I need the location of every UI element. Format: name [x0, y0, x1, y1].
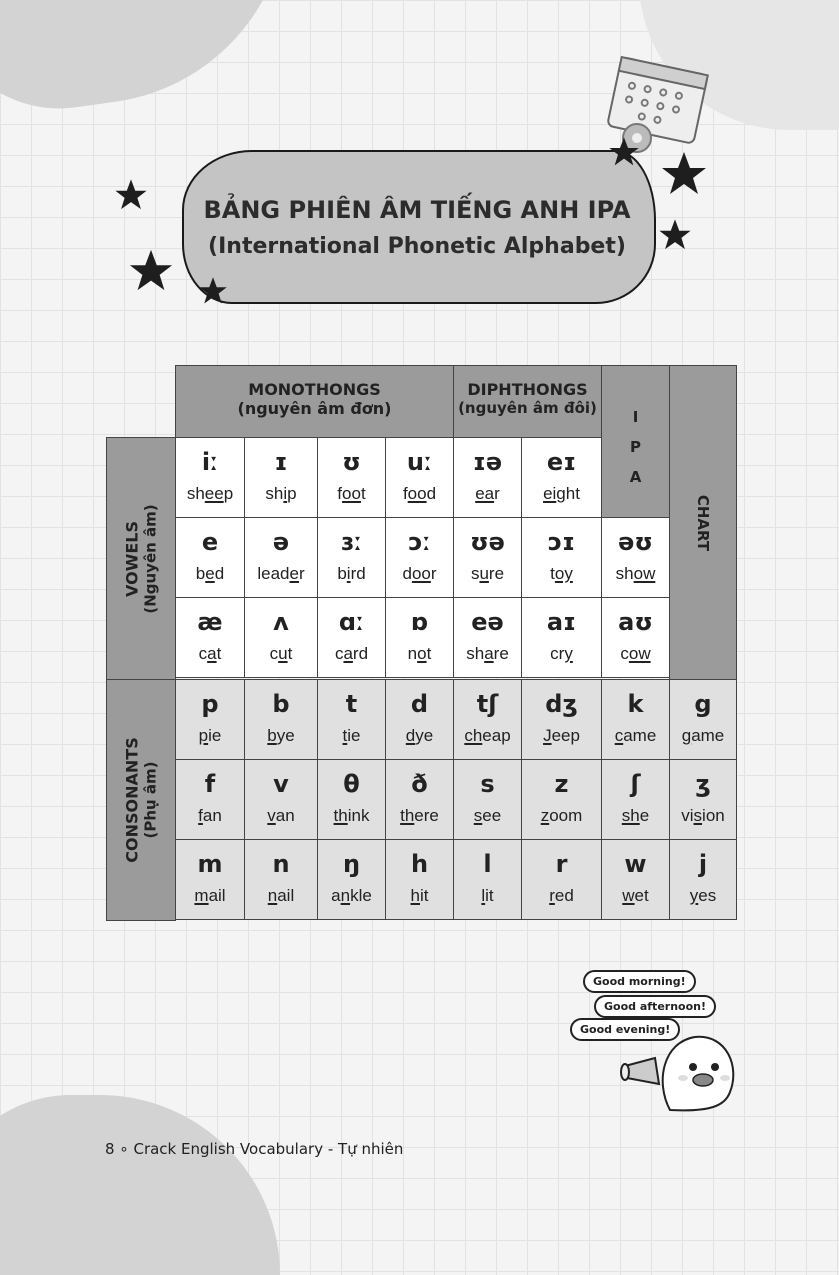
ipa-cell [669, 759, 737, 840]
ipa-cell [317, 517, 386, 598]
ipa-symbol: e [201, 528, 219, 556]
ipa-symbol: uː [406, 448, 433, 476]
word-prefix: t [550, 564, 555, 583]
diphthongs-vi-label: (nguyên âm đôi) [458, 399, 597, 417]
ipa-cell [175, 759, 245, 840]
speech-bubble-morning: Good morning! [583, 970, 696, 993]
ipa-cell [601, 517, 670, 598]
ipa-cell [175, 517, 245, 598]
example-word [522, 564, 601, 584]
word-underlined-sound: oo [411, 564, 431, 583]
ipa-cell [385, 679, 454, 760]
word-prefix: n [407, 644, 418, 663]
word-underlined-sound: v [267, 806, 276, 825]
ipa-cell [385, 437, 454, 518]
ipa-symbol: dʒ [545, 690, 578, 718]
example-word [176, 644, 244, 664]
ipa-symbol: b [272, 690, 290, 718]
example-word [454, 806, 521, 826]
ipa-symbol: r [555, 850, 568, 878]
word-prefix: b [337, 564, 347, 583]
word-suffix: p [287, 484, 297, 503]
word-suffix: et [634, 886, 649, 905]
example-word [602, 564, 669, 584]
ipa-symbol: f [204, 770, 216, 798]
word-suffix: oom [549, 806, 583, 825]
word-suffix: t [360, 484, 366, 503]
example-word [602, 886, 669, 906]
word-suffix: t [216, 644, 222, 663]
ipa-cell [521, 437, 602, 518]
example-word [318, 726, 385, 746]
monothongs-vi-label: (nguyên âm đơn) [237, 399, 392, 418]
star-icon [608, 136, 640, 168]
word-underlined-sound: J [543, 726, 552, 745]
vowels-vi-label: (Nguyên âm) [141, 503, 160, 614]
word-prefix: a [331, 886, 341, 905]
word-suffix: rd [352, 644, 369, 663]
word-suffix: r [494, 484, 500, 503]
ipa-symbol: g [694, 690, 712, 718]
diphthongs-header [453, 365, 602, 438]
word-suffix: ie [347, 726, 361, 745]
word-underlined-sound: l [481, 886, 486, 905]
example-word [522, 806, 601, 826]
word-suffix: kle [350, 886, 372, 905]
ipa-symbol: ŋ [342, 850, 361, 878]
word-underlined-sound: ow [633, 564, 656, 583]
word-underlined-sound: ch [464, 726, 483, 745]
word-prefix: c [269, 644, 279, 663]
word-underlined-sound: y [564, 644, 573, 663]
ipa-cell [175, 679, 245, 760]
word-underlined-sound: p [198, 726, 209, 745]
word-underlined-sound: a [484, 644, 494, 663]
word-underlined-sound: s [473, 806, 483, 825]
example-word [386, 806, 453, 826]
word-underlined-sound: r [549, 886, 555, 905]
page-footer: 8 ∘ Crack English Vocabulary - Tự nhiên [105, 1140, 404, 1158]
word-underlined-sound: i [346, 564, 351, 583]
word-suffix: ame [691, 726, 725, 745]
word-suffix: d [214, 564, 225, 583]
ipa-symbol: z [554, 770, 569, 798]
example-word [318, 886, 385, 906]
example-word [454, 726, 521, 746]
word-underlined-sound: d [405, 726, 416, 745]
speech-bubble-evening: Good evening! [570, 1018, 680, 1041]
word-underlined-sound: f [198, 806, 203, 825]
word-suffix: ye [276, 726, 295, 745]
ipa-label [602, 402, 669, 492]
example-word [670, 806, 736, 826]
ipa-symbol: ɜː [340, 528, 363, 556]
word-underlined-sound: ow [628, 644, 651, 663]
word-suffix: it [419, 886, 429, 905]
word-suffix: it [485, 886, 494, 905]
ipa-cell [317, 839, 386, 920]
ipa-cell [175, 597, 245, 678]
word-underlined-sound: g [681, 726, 692, 745]
ipa-cell [244, 517, 318, 598]
word-suffix: p [223, 484, 234, 503]
decor-blob-top-left [0, 0, 314, 124]
word-prefix: f [337, 484, 343, 503]
ipa-symbol: ɑː [338, 608, 365, 636]
ipa-symbol: eə [471, 608, 504, 636]
ipa-cell [453, 759, 522, 840]
word-suffix: ie [208, 726, 222, 745]
word-underlined-sound: oo [342, 484, 361, 503]
example-word [522, 484, 601, 504]
example-word [454, 564, 521, 584]
ipa-symbol: v [273, 770, 289, 798]
word-prefix: c [334, 644, 344, 663]
star-icon [114, 178, 148, 212]
word-suffix: eep [551, 726, 580, 745]
word-underlined-sound: u [479, 564, 489, 583]
word-suffix: ed [554, 886, 574, 905]
word-suffix: ame [623, 726, 657, 745]
speech-bubble-afternoon: Good afternoon! [594, 995, 716, 1018]
star-icon [198, 276, 228, 306]
ipa-cell [601, 839, 670, 920]
chart-header [669, 365, 737, 680]
page-title: BẢNG PHIÊN ÂM TIẾNG ANH IPA [203, 196, 631, 224]
ipa-symbol: n [272, 850, 290, 878]
word-underlined-sound: ei [543, 484, 557, 503]
ipa-cell [317, 679, 386, 760]
example-word [176, 484, 244, 504]
word-suffix: ail [208, 886, 226, 905]
word-underlined-sound: a [343, 644, 353, 663]
example-word [522, 644, 601, 664]
word-prefix: cr [550, 644, 565, 663]
ipa-symbol: eɪ [546, 448, 577, 476]
example-word [318, 484, 385, 504]
ipa-symbol: ʊə [470, 528, 505, 556]
star-icon [660, 150, 708, 198]
word-suffix: r [430, 564, 437, 583]
word-prefix: vi [681, 806, 694, 825]
ipa-symbol: s [480, 770, 495, 798]
ipa-symbol: w [624, 850, 647, 878]
ipa-symbol: ɒ [410, 608, 429, 636]
ipa-symbol: ʒ [695, 770, 711, 798]
ipa-cell [601, 759, 670, 840]
word-underlined-sound: e [205, 564, 215, 583]
ipa-cell [453, 597, 522, 678]
ipa-symbol: iː [201, 448, 219, 476]
word-prefix: lead [257, 564, 290, 583]
word-underlined-sound: ea [475, 484, 495, 503]
ipa-cell [385, 517, 454, 598]
word-suffix: re [488, 564, 505, 583]
ipa-symbol: tʃ [476, 690, 499, 718]
word-suffix: ye [415, 726, 434, 745]
word-suffix: t [287, 644, 293, 663]
example-word [245, 484, 317, 504]
word-underlined-sound: sh [621, 806, 640, 825]
example-word [318, 806, 385, 826]
example-word [245, 564, 317, 584]
ipa-cell [317, 597, 386, 678]
example-word [245, 806, 317, 826]
consonants-vi-label: (Phụ âm) [141, 761, 160, 839]
example-word [176, 886, 244, 906]
word-underlined-sound: oy [554, 564, 573, 583]
example-word [386, 644, 453, 664]
ipa-cell [385, 839, 454, 920]
example-word [454, 886, 521, 906]
word-suffix: eap [482, 726, 511, 745]
example-word [318, 644, 385, 664]
example-word [602, 726, 669, 746]
diphthongs-label: DIPHTHONGS [467, 380, 588, 399]
word-suffix: ion [702, 806, 725, 825]
consonants-side-header [106, 679, 176, 921]
ipa-cell [244, 679, 318, 760]
example-word [522, 726, 601, 746]
example-word [245, 644, 317, 664]
word-prefix: sh [186, 484, 205, 503]
ipa-cell [244, 597, 318, 678]
ipa-cell [521, 759, 602, 840]
example-word [318, 564, 385, 584]
word-underlined-sound: a [207, 644, 217, 663]
ipa-letter: P [630, 438, 641, 456]
page-subtitle: (International Phonetic Alphabet) [208, 234, 626, 259]
ipa-cell [317, 437, 386, 518]
word-underlined-sound: n [267, 886, 278, 905]
word-suffix: ere [414, 806, 439, 825]
ipa-symbol: t [345, 690, 358, 718]
example-word [386, 484, 453, 504]
monothongs-label: MONOTHONGS [248, 380, 381, 399]
word-suffix: e [639, 806, 650, 825]
word-prefix: c [198, 644, 208, 663]
ipa-symbol: m [197, 850, 223, 878]
ipa-symbol: p [201, 690, 219, 718]
ipa-cell [175, 437, 245, 518]
word-prefix: c [620, 644, 629, 663]
example-word [245, 726, 317, 746]
ipa-cell [453, 517, 522, 598]
ipa-symbol: k [627, 690, 644, 718]
word-suffix: ee [482, 806, 502, 825]
word-underlined-sound: o [417, 644, 427, 663]
word-underlined-sound: th [333, 806, 348, 825]
word-prefix: f [402, 484, 408, 503]
chart-label: CHART [694, 494, 712, 551]
ipa-cell [385, 759, 454, 840]
ipa-symbol: j [698, 850, 708, 878]
word-suffix: r [298, 564, 305, 583]
ipa-symbol: ʃ [630, 770, 641, 798]
ipa-cell [244, 437, 318, 518]
vowels-label: VOWELS [122, 520, 142, 597]
word-prefix: s [470, 564, 480, 583]
consonants-label-group [123, 737, 160, 862]
ipa-symbol: ʊ [342, 448, 361, 476]
ipa-symbol: θ [343, 770, 360, 798]
example-word [454, 484, 521, 504]
decor-blob-bottom-left [0, 1095, 280, 1275]
ipa-symbol: ɔː [408, 528, 431, 556]
ipa-symbol: ə [272, 528, 290, 556]
example-word [245, 886, 317, 906]
ipa-symbol: ɪ [274, 448, 288, 476]
ipa-cell [669, 679, 737, 760]
ipa-letter: I [632, 408, 639, 426]
word-prefix: sh [466, 644, 485, 663]
word-underlined-sound: e [289, 564, 299, 583]
word-suffix: re [493, 644, 509, 663]
word-underlined-sound: ee [204, 484, 224, 503]
example-word [386, 726, 453, 746]
ipa-cell [453, 437, 522, 518]
example-word [176, 564, 244, 584]
ipa-cell [453, 679, 522, 760]
example-word [176, 806, 244, 826]
example-word [176, 726, 244, 746]
word-suffix: t [426, 644, 432, 663]
ipa-symbol: ɔɪ [547, 528, 576, 556]
ipa-symbol: əʊ [618, 528, 653, 556]
word-suffix: ink [347, 806, 370, 825]
word-underlined-sound: w [622, 886, 635, 905]
ipa-cell [385, 597, 454, 678]
ipa-cell [669, 839, 737, 920]
vowels-side-header [106, 437, 176, 680]
word-prefix: d [402, 564, 412, 583]
ipa-symbol: aʊ [618, 608, 653, 636]
word-suffix: d [426, 484, 437, 503]
ipa-cell [521, 839, 602, 920]
example-word [602, 644, 669, 664]
word-underlined-sound: i [283, 484, 288, 503]
ipa-cell [601, 597, 670, 678]
ipa-cell [244, 759, 318, 840]
word-suffix: es [698, 886, 717, 905]
vowels-label-group [123, 504, 160, 613]
word-suffix: an [275, 806, 295, 825]
star-icon [128, 248, 174, 294]
word-suffix: ght [556, 484, 580, 503]
word-underlined-sound: y [689, 886, 699, 905]
ipa-symbol: ʌ [273, 608, 289, 636]
word-underlined-sound: oo [407, 484, 427, 503]
example-word [670, 726, 736, 746]
word-suffix: rd [350, 564, 366, 583]
ipa-cell [521, 597, 602, 678]
ipa-header [601, 365, 670, 519]
consonants-label: CONSONANTS [122, 737, 142, 863]
word-underlined-sound: m [194, 886, 209, 905]
word-prefix: sh [615, 564, 634, 583]
example-word [386, 886, 453, 906]
ipa-symbol: aɪ [546, 608, 577, 636]
example-word [454, 644, 521, 664]
ipa-symbol: l [483, 850, 492, 878]
ipa-symbol: ɪə [472, 448, 503, 476]
word-prefix: sh [265, 484, 284, 503]
word-underlined-sound: u [278, 644, 288, 663]
ipa-symbol: æ [197, 608, 223, 636]
ipa-symbol: d [410, 690, 429, 718]
ipa-cell [317, 759, 386, 840]
example-word [602, 806, 669, 826]
star-icon [658, 218, 692, 252]
word-suffix: ail [277, 886, 295, 905]
ipa-cell [244, 839, 318, 920]
word-underlined-sound: s [693, 806, 703, 825]
example-word [522, 886, 601, 906]
word-underlined-sound: b [267, 726, 277, 745]
ipa-letter: A [629, 468, 642, 486]
word-underlined-sound: h [410, 886, 420, 905]
word-underlined-sound: n [340, 886, 351, 905]
word-underlined-sound: c [614, 726, 624, 745]
ipa-symbol: ð [411, 770, 428, 798]
word-suffix: an [202, 806, 222, 825]
word-underlined-sound: t [342, 726, 348, 745]
ipa-symbol: h [410, 850, 429, 878]
ipa-cell [601, 679, 670, 760]
word-prefix: b [195, 564, 206, 583]
ipa-cell [453, 839, 522, 920]
ipa-cell [175, 839, 245, 920]
monothongs-header [175, 365, 454, 438]
ipa-cell [521, 679, 602, 760]
example-word [386, 564, 453, 584]
example-word [670, 886, 736, 906]
word-underlined-sound: th [400, 806, 415, 825]
title-badge [182, 150, 656, 304]
ipa-cell [521, 517, 602, 598]
word-underlined-sound: z [540, 806, 550, 825]
